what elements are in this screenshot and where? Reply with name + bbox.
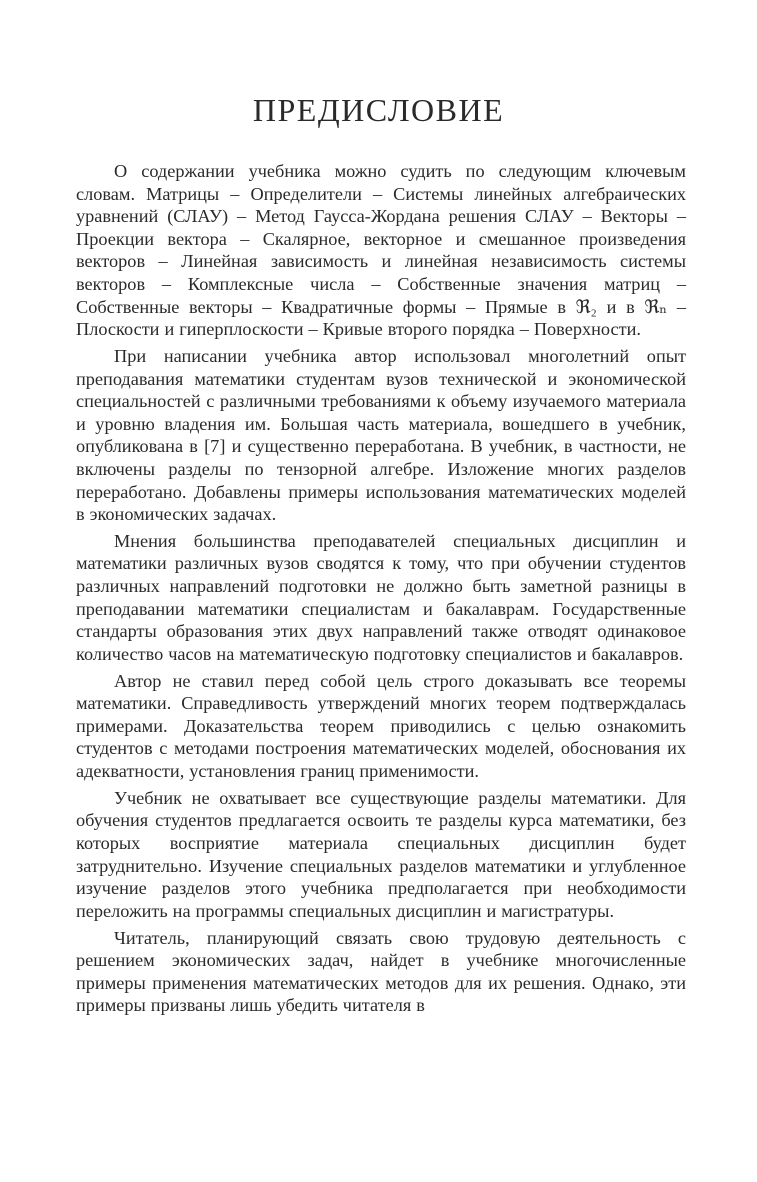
- paragraph-1: О содержании учебника можно судить по следующим ключевым словам. Матрицы – Определители – Системы линейных алгебраических уравнений (СЛАУ) – Метод Гаусса-Жордана решения СЛАУ – Векторы – Проекции вектора – Скалярное, векторное и смешанное произведения векторов – Линейная зависимость и линейная независимость системы векторов – Комплексные числа – Собственные значения матриц – Собственные векторы – Квадратичные формы – Прямые в ℜ₂ и в ℜₙ – Плоскости и гиперплоскости – Кривые второго порядка – Поверхности.: [76, 161, 686, 340]
- paragraph-2: При написании учебника автор использовал многолетний опыт преподавания математики студентам вузов технической и экономической специальностей с различными требованиями к объему изучаемого материала и уровню владения им. Большая часть материала, вошедшего в учебник, опубликована в [7] и существенно переработана. В учебник, в частности, не включены разделы по тензорной алгебре. Изложение многих разделов переработано. Добавлены примеры использования математических моделей в экономических задачах.: [76, 345, 686, 525]
- page-title: ПРЕДИСЛОВИЕ: [252, 92, 505, 128]
- paragraph-4: Автор не ставил перед собой цель строго доказывать все теоремы математики. Справедливость утверждений многих теорем подтверждалась примерами. Доказательства теорем приводились с целью ознакомить студентов с методами построения математических моделей, обоснования их адекватности, установления границ применимости.: [76, 670, 686, 781]
- paragraph-5: Учебник не охватывает все существующие разделы математики. Для обучения студентов предлагается освоить те разделы курса математики, без которых восприятие материала специальных дисциплин будет затруднительно. Изучение специальных разделов математики и углубленное изучение разделов этого учебника предполагается при необходимости переложить на программы специальных дисциплин и магистратуры.: [76, 787, 686, 921]
- body-text: [76, 160, 686, 1021]
- paragraph-6: Читатель, планирующий связать свою трудовую деятельность с решением экономических задач, найдет в учебнике многочисленные примеры применения математических методов для их решения. Однако, эти примеры призваны лишь убедить читателя в: [76, 927, 686, 1016]
- paragraph-3: Мнения большинства преподавателей специальных дисциплин и математики различных вузов сводятся к тому, что при обучении студентов различных направлений подготовки не должно быть заметной разницы в преподавании математики специалистам и бакалаврам. Государственные стандарты образования этих двух направлений также отводят одинаковое количество часов на математическую подготовку специалистов и бакалавров.: [76, 530, 686, 664]
